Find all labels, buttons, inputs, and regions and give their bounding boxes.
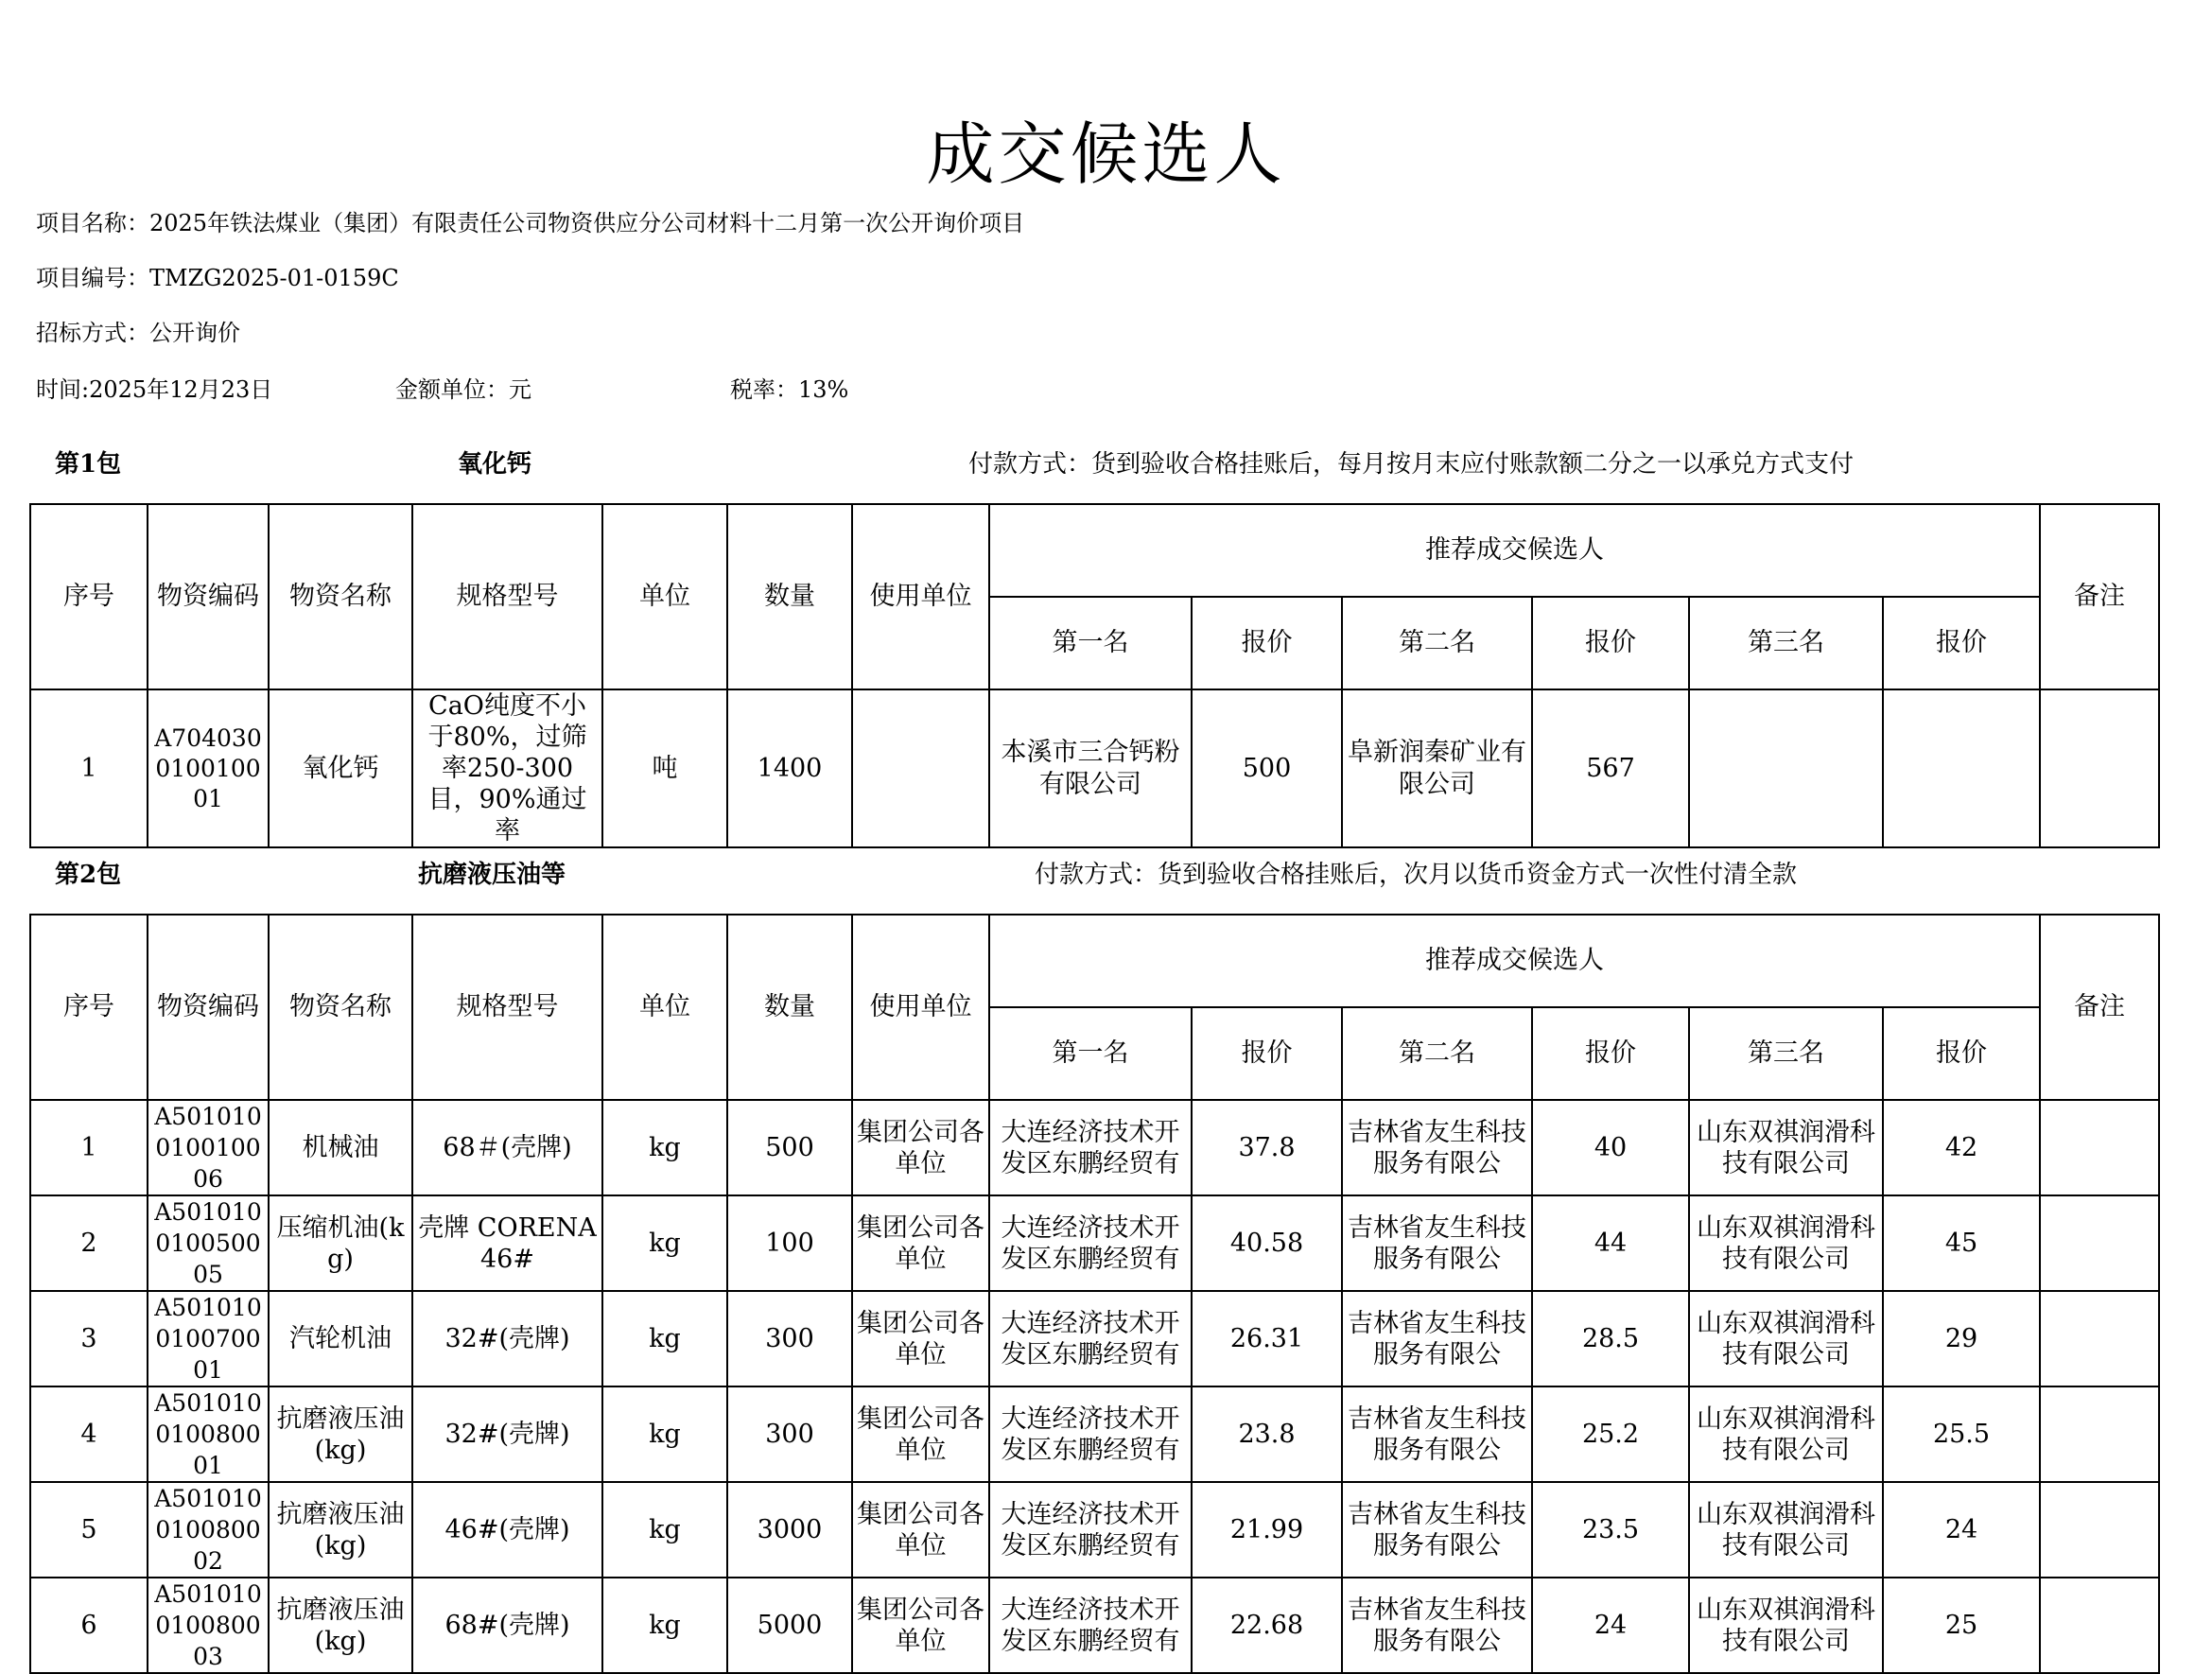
cell-second: 吉林省友生科技服务有限公 — [1342, 1100, 1532, 1195]
table-row — [30, 1578, 2159, 1673]
cell-user: 集团公司各单位 — [852, 1578, 989, 1673]
bid-method-line — [36, 314, 240, 347]
header-remark: 备注 — [2040, 915, 2159, 1100]
project-name-label: 项目名称： — [36, 210, 149, 236]
cell-second: 吉林省友生科技服务有限公 — [1342, 1291, 1532, 1386]
cell-name: 抗磨液压油(kg) — [269, 1578, 412, 1673]
table-row — [30, 689, 2159, 847]
cell-third: 山东双祺润滑科技有限公司 — [1689, 1291, 1883, 1386]
cell-user: 集团公司各单位 — [852, 1291, 989, 1386]
cell-first: 本溪市三合钙粉有限公司 — [989, 689, 1192, 847]
cell-first: 大连经济技术开发区东鹏经贸有 — [989, 1482, 1192, 1578]
cell-first: 大连经济技术开发区东鹏经贸有 — [989, 1386, 1192, 1482]
package-2-payment: 付款方式：货到验收合格挂账后，次月以货币资金方式一次性付清全款 — [1035, 861, 1798, 889]
header-name: 物资名称 — [269, 504, 412, 689]
cell-third: 山东双祺润滑科技有限公司 — [1689, 1482, 1883, 1578]
package-1-name: 氧化钙 — [458, 450, 532, 479]
table-row — [30, 1386, 2159, 1482]
cell-price-3: 45 — [1883, 1195, 2040, 1291]
cell-first: 大连经济技术开发区东鹏经贸有 — [989, 1195, 1192, 1291]
cell-unit: kg — [602, 1195, 727, 1291]
cell-seq: 1 — [30, 689, 148, 847]
cell-price-3: 42 — [1883, 1100, 2040, 1195]
table-row — [30, 1291, 2159, 1386]
cell-remark — [2040, 1291, 2159, 1386]
cell-name: 压缩机油(kg) — [269, 1195, 412, 1291]
header-seq: 序号 — [30, 915, 148, 1100]
header-qty: 数量 — [727, 915, 852, 1100]
cell-remark — [2040, 1100, 2159, 1195]
cell-price-1: 26.31 — [1192, 1291, 1342, 1386]
cell-code: A501010010080003 — [148, 1578, 269, 1673]
cell-unit: kg — [602, 1100, 727, 1195]
cell-third: 山东双祺润滑科技有限公司 — [1689, 1578, 1883, 1673]
header-first: 第一名 — [989, 1007, 1192, 1100]
header-name: 物资名称 — [269, 915, 412, 1100]
cell-second: 吉林省友生科技服务有限公 — [1342, 1482, 1532, 1578]
header-price-3: 报价 — [1883, 597, 2040, 689]
cell-third: 山东双祺润滑科技有限公司 — [1689, 1195, 1883, 1291]
cell-second: 吉林省友生科技服务有限公 — [1342, 1386, 1532, 1482]
cell-first: 大连经济技术开发区东鹏经贸有 — [989, 1100, 1192, 1195]
cell-qty: 5000 — [727, 1578, 852, 1673]
cell-remark — [2040, 1386, 2159, 1482]
cell-spec: CaO纯度不小于80%，过筛率250-300目，90%通过率 — [412, 689, 602, 847]
cell-user: 集团公司各单位 — [852, 1100, 989, 1195]
cell-name: 机械油 — [269, 1100, 412, 1195]
cell-third — [1689, 689, 1883, 847]
header-unit: 单位 — [602, 504, 727, 689]
cell-price-3: 25.5 — [1883, 1386, 2040, 1482]
cell-seq: 3 — [30, 1291, 148, 1386]
cell-spec: 68#(壳牌) — [412, 1578, 602, 1673]
cell-spec: 壳牌 CORENA 46# — [412, 1195, 602, 1291]
amount-unit: 金额单位：元 — [395, 376, 531, 403]
cell-qty: 100 — [727, 1195, 852, 1291]
package-2-table — [29, 914, 2160, 1674]
cell-price-2: 44 — [1532, 1195, 1689, 1291]
header-recommend: 推荐成交候选人 — [989, 915, 2040, 1007]
header-recommend: 推荐成交候选人 — [989, 504, 2040, 597]
header-user: 使用单位 — [852, 504, 989, 689]
cell-unit: kg — [602, 1578, 727, 1673]
cell-price-1: 500 — [1192, 689, 1342, 847]
cell-unit: kg — [602, 1386, 727, 1482]
cell-price-1: 37.8 — [1192, 1100, 1342, 1195]
cell-price-3: 25 — [1883, 1578, 2040, 1673]
cell-code: A501010010080001 — [148, 1386, 269, 1482]
header-price-1: 报价 — [1192, 1007, 1342, 1100]
cell-code: A501010010070001 — [148, 1291, 269, 1386]
project-name: 2025年铁法煤业（集团）有限责任公司物资供应分公司材料十二月第一次公开询价项目 — [149, 210, 1025, 236]
cell-user: 集团公司各单位 — [852, 1386, 989, 1482]
cell-third: 山东双祺润滑科技有限公司 — [1689, 1100, 1883, 1195]
project-code-label: 项目编号： — [36, 265, 149, 291]
header-third: 第三名 — [1689, 597, 1883, 689]
package-1-payment: 付款方式：货到验收合格挂账后，每月按月末应付账款额二分之一以承兑方式支付 — [968, 450, 1855, 479]
header-price-2: 报价 — [1532, 597, 1689, 689]
header-second: 第二名 — [1342, 1007, 1532, 1100]
bid-method: 公开询价 — [149, 320, 240, 346]
cell-seq: 4 — [30, 1386, 148, 1482]
cell-price-2: 23.5 — [1532, 1482, 1689, 1578]
cell-price-1: 21.99 — [1192, 1482, 1342, 1578]
header-unit: 单位 — [602, 915, 727, 1100]
cell-unit: kg — [602, 1482, 727, 1578]
cell-remark — [2040, 1578, 2159, 1673]
cell-spec: 32#(壳牌) — [412, 1291, 602, 1386]
cell-seq: 6 — [30, 1578, 148, 1673]
cell-seq: 2 — [30, 1195, 148, 1291]
cell-name: 抗磨液压油(kg) — [269, 1482, 412, 1578]
cell-qty: 1400 — [727, 689, 852, 847]
time-line: 时间:2025年12月23日 — [36, 376, 273, 403]
cell-code: A501010010080002 — [148, 1482, 269, 1578]
project-name-line — [36, 204, 1024, 237]
header-spec: 规格型号 — [412, 915, 602, 1100]
cell-unit: kg — [602, 1291, 727, 1386]
cell-third: 山东双祺润滑科技有限公司 — [1689, 1386, 1883, 1482]
package-1-no: 第1包 — [55, 450, 122, 479]
project-code: TMZG2025-01-0159C — [149, 265, 399, 291]
cell-price-3: 29 — [1883, 1291, 2040, 1386]
header-seq: 序号 — [30, 504, 148, 689]
header-second: 第二名 — [1342, 597, 1532, 689]
page-title: 成交候选人 — [926, 114, 1286, 194]
cell-second: 阜新润秦矿业有限公司 — [1342, 689, 1532, 847]
cell-qty: 3000 — [727, 1482, 852, 1578]
cell-seq: 1 — [30, 1100, 148, 1195]
cell-qty: 500 — [727, 1100, 852, 1195]
header-qty: 数量 — [727, 504, 852, 689]
cell-price-1: 22.68 — [1192, 1578, 1342, 1673]
cell-code: A501010010050005 — [148, 1195, 269, 1291]
cell-name: 汽轮机油 — [269, 1291, 412, 1386]
cell-name: 氧化钙 — [269, 689, 412, 847]
cell-price-3 — [1883, 689, 2040, 847]
cell-price-2: 28.5 — [1532, 1291, 1689, 1386]
header-spec: 规格型号 — [412, 504, 602, 689]
header-code: 物资编码 — [148, 504, 269, 689]
cell-price-2: 40 — [1532, 1100, 1689, 1195]
header-price-1: 报价 — [1192, 597, 1342, 689]
cell-price-2: 567 — [1532, 689, 1689, 847]
cell-code: A501010010010006 — [148, 1100, 269, 1195]
cell-price-2: 24 — [1532, 1578, 1689, 1673]
header-code: 物资编码 — [148, 915, 269, 1100]
cell-spec: 46#(壳牌) — [412, 1482, 602, 1578]
table-row — [30, 1195, 2159, 1291]
cell-price-1: 23.8 — [1192, 1386, 1342, 1482]
bid-method-label: 招标方式： — [36, 320, 149, 346]
table-row — [30, 1100, 2159, 1195]
package-2-rows — [30, 1100, 2159, 1673]
package-1-table — [29, 503, 2160, 848]
cell-price-2: 25.2 — [1532, 1386, 1689, 1482]
header-price-3: 报价 — [1883, 1007, 2040, 1100]
header-third: 第三名 — [1689, 1007, 1883, 1100]
cell-user: 集团公司各单位 — [852, 1482, 989, 1578]
header-user: 使用单位 — [852, 915, 989, 1100]
header-price-2: 报价 — [1532, 1007, 1689, 1100]
table-row — [30, 1482, 2159, 1578]
package-2-no: 第2包 — [55, 861, 122, 889]
cell-user: 集团公司各单位 — [852, 1195, 989, 1291]
project-code-line — [36, 259, 399, 292]
cell-unit: 吨 — [602, 689, 727, 847]
cell-code: A704030010010001 — [148, 689, 269, 847]
cell-price-3: 24 — [1883, 1482, 2040, 1578]
cell-second: 吉林省友生科技服务有限公 — [1342, 1195, 1532, 1291]
cell-qty: 300 — [727, 1386, 852, 1482]
cell-seq: 5 — [30, 1482, 148, 1578]
cell-remark — [2040, 1195, 2159, 1291]
cell-spec: 68＃(壳牌) — [412, 1100, 602, 1195]
cell-first: 大连经济技术开发区东鹏经贸有 — [989, 1578, 1192, 1673]
cell-remark — [2040, 689, 2159, 847]
cell-name: 抗磨液压油(kg) — [269, 1386, 412, 1482]
cell-spec: 32#(壳牌) — [412, 1386, 602, 1482]
cell-qty: 300 — [727, 1291, 852, 1386]
cell-remark — [2040, 1482, 2159, 1578]
cell-user — [852, 689, 989, 847]
header-first: 第一名 — [989, 597, 1192, 689]
cell-price-1: 40.58 — [1192, 1195, 1342, 1291]
header-remark: 备注 — [2040, 504, 2159, 689]
package-2-name: 抗磨液压油等 — [418, 861, 566, 889]
tax-rate: 税率：13% — [730, 376, 849, 403]
cell-first: 大连经济技术开发区东鹏经贸有 — [989, 1291, 1192, 1386]
cell-second: 吉林省友生科技服务有限公 — [1342, 1578, 1532, 1673]
